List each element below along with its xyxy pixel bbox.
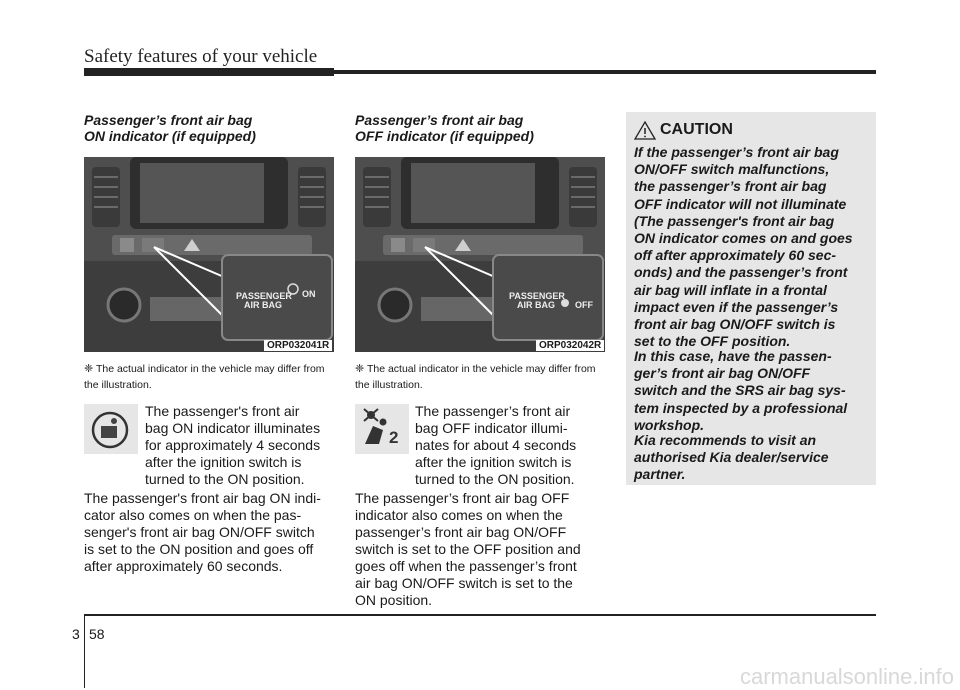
figure-panel-label-line2: AIR BAG bbox=[517, 300, 555, 310]
caution-line: switch and the SRS air bag sys- bbox=[634, 382, 846, 399]
footer-rule bbox=[84, 614, 876, 616]
on-indicator-note bbox=[84, 361, 336, 393]
off-wrap-line: The passenger’s front air bbox=[415, 403, 571, 419]
on-wrap-line: bag ON indicator illuminates bbox=[145, 420, 321, 436]
on-indicator-figure bbox=[84, 157, 334, 352]
on-body-line: The passenger's front air bag ON indi- bbox=[84, 490, 321, 506]
figure-panel-label-line1: PASSENGER bbox=[236, 291, 292, 301]
dashboard-illustration-on bbox=[84, 157, 334, 352]
figure-panel-label-line1: PASSENGER bbox=[509, 291, 565, 301]
off-body-line: switch is set to the OFF position and bbox=[355, 541, 581, 557]
caution-line: If the passenger’s front air bag bbox=[634, 144, 839, 160]
caution-line: front air bag ON/OFF switch is bbox=[634, 316, 836, 333]
watermark: carmanualsonline.info bbox=[739, 664, 954, 689]
off-wrap-line: nates for about 4 seconds bbox=[415, 437, 577, 453]
dashboard-illustration-off bbox=[355, 157, 605, 352]
caution-line: air bag will inflate in a frontal bbox=[634, 281, 827, 298]
note-mark: ❈ bbox=[355, 363, 365, 375]
caution-line: set to the OFF position. bbox=[634, 333, 791, 350]
caution-line: ON indicator comes on and goes bbox=[634, 230, 853, 247]
airbag-off-icon-digit: 2 bbox=[389, 428, 399, 447]
on-wrap-text bbox=[145, 403, 335, 488]
caution-line: workshop. bbox=[634, 416, 705, 433]
on-wrap-line: The passenger's front air bbox=[145, 403, 300, 419]
off-indicator-title-line1: Passenger’s front air bag bbox=[355, 112, 524, 128]
caution-para-1 bbox=[634, 144, 868, 350]
caution-line: off after approximately 60 sec- bbox=[634, 247, 837, 264]
on-body-line: cator also comes on when the pas- bbox=[84, 507, 302, 523]
caution-line: authorised Kia dealer/service bbox=[634, 449, 829, 466]
on-indicator-title-line2: ON indicator (if equipped) bbox=[84, 128, 256, 144]
off-body-line: air bag ON/OFF switch is set to the bbox=[355, 575, 573, 591]
page-header-title: Safety features of your vehicle bbox=[84, 46, 318, 67]
airbag-off-icon bbox=[355, 404, 409, 454]
off-body-line: The passenger’s front air bag OFF bbox=[355, 490, 570, 506]
caution-line: onds) and the passenger’s front bbox=[634, 264, 848, 281]
note-mark: ❈ bbox=[84, 363, 94, 375]
off-indicator-title-line2: OFF indicator (if equipped) bbox=[355, 128, 534, 144]
on-body-line: is set to the ON position and goes off bbox=[84, 541, 314, 557]
off-body-line: indicator also comes on when the bbox=[355, 507, 563, 523]
on-wrap-line: turned to the ON position. bbox=[145, 471, 305, 487]
off-wrap-line: after the ignition switch is bbox=[415, 454, 572, 470]
off-figure-code: ORP032042R bbox=[536, 340, 604, 351]
caution-line: tem inspected by a professional bbox=[634, 399, 848, 416]
caution-title: CAUTION bbox=[660, 121, 733, 138]
caution-line: Kia recommends to visit an bbox=[634, 432, 817, 448]
on-wrap-line: after the ignition switch is bbox=[145, 454, 302, 470]
on-body-line: after approximately 60 seconds. bbox=[84, 558, 283, 574]
figure-panel-label-line2: AIR BAG bbox=[244, 300, 282, 310]
caution-line: In this case, have the passen- bbox=[634, 348, 832, 364]
off-indicator-title bbox=[355, 112, 534, 144]
caution-para-3 bbox=[634, 432, 868, 484]
off-body-line: passenger’s front air bag ON/OFF bbox=[355, 524, 567, 540]
header-rule-accent bbox=[84, 68, 334, 76]
figure-panel-state: OFF bbox=[575, 300, 593, 310]
off-indicator-note bbox=[355, 361, 607, 393]
on-indicator-title bbox=[84, 112, 256, 144]
page-number: 58 bbox=[89, 626, 105, 642]
off-wrap-text bbox=[415, 403, 605, 488]
caution-line: (The passenger's front air bag bbox=[634, 212, 835, 229]
caution-para-2 bbox=[634, 348, 868, 434]
airbag-on-icon bbox=[84, 404, 138, 454]
passenger-airbag-on-icon bbox=[84, 404, 138, 454]
note-text: The actual indicator in the vehicle may differ from the illustration. bbox=[84, 363, 325, 391]
off-indicator-figure bbox=[355, 157, 605, 352]
on-figure-code: ORP032041R bbox=[264, 340, 332, 351]
off-body-line: ON position. bbox=[355, 592, 433, 608]
on-body-text bbox=[84, 490, 334, 575]
on-wrap-line: for approximately 4 seconds bbox=[145, 437, 321, 453]
caution-line: impact even if the passenger’s bbox=[634, 298, 839, 315]
caution-line: ON/OFF switch malfunctions, bbox=[634, 161, 830, 178]
off-body-line: goes off when the passenger’s front bbox=[355, 558, 577, 574]
passenger-airbag-off-icon bbox=[355, 404, 409, 454]
footer-vertical-rule bbox=[84, 616, 85, 688]
off-body-text bbox=[355, 490, 605, 609]
off-wrap-line: turned to the ON position. bbox=[415, 471, 575, 487]
figure-panel-state: ON bbox=[302, 289, 316, 299]
caution-line: ger’s front air bag ON/OFF bbox=[634, 365, 811, 382]
caution-line: OFF indicator will not illuminate bbox=[634, 195, 847, 212]
caution-line: the passenger’s front air bag bbox=[634, 178, 827, 195]
warning-triangle-icon bbox=[634, 120, 656, 140]
chapter-number: 3 bbox=[72, 626, 80, 642]
off-wrap-line: bag OFF indicator illumi- bbox=[415, 420, 568, 436]
on-indicator-title-line1: Passenger’s front air bag bbox=[84, 112, 253, 128]
note-text: The actual indicator in the vehicle may differ from the illustration. bbox=[355, 363, 596, 391]
caution-line: partner. bbox=[634, 466, 686, 483]
on-body-line: senger's front air bag ON/OFF switch bbox=[84, 524, 315, 540]
